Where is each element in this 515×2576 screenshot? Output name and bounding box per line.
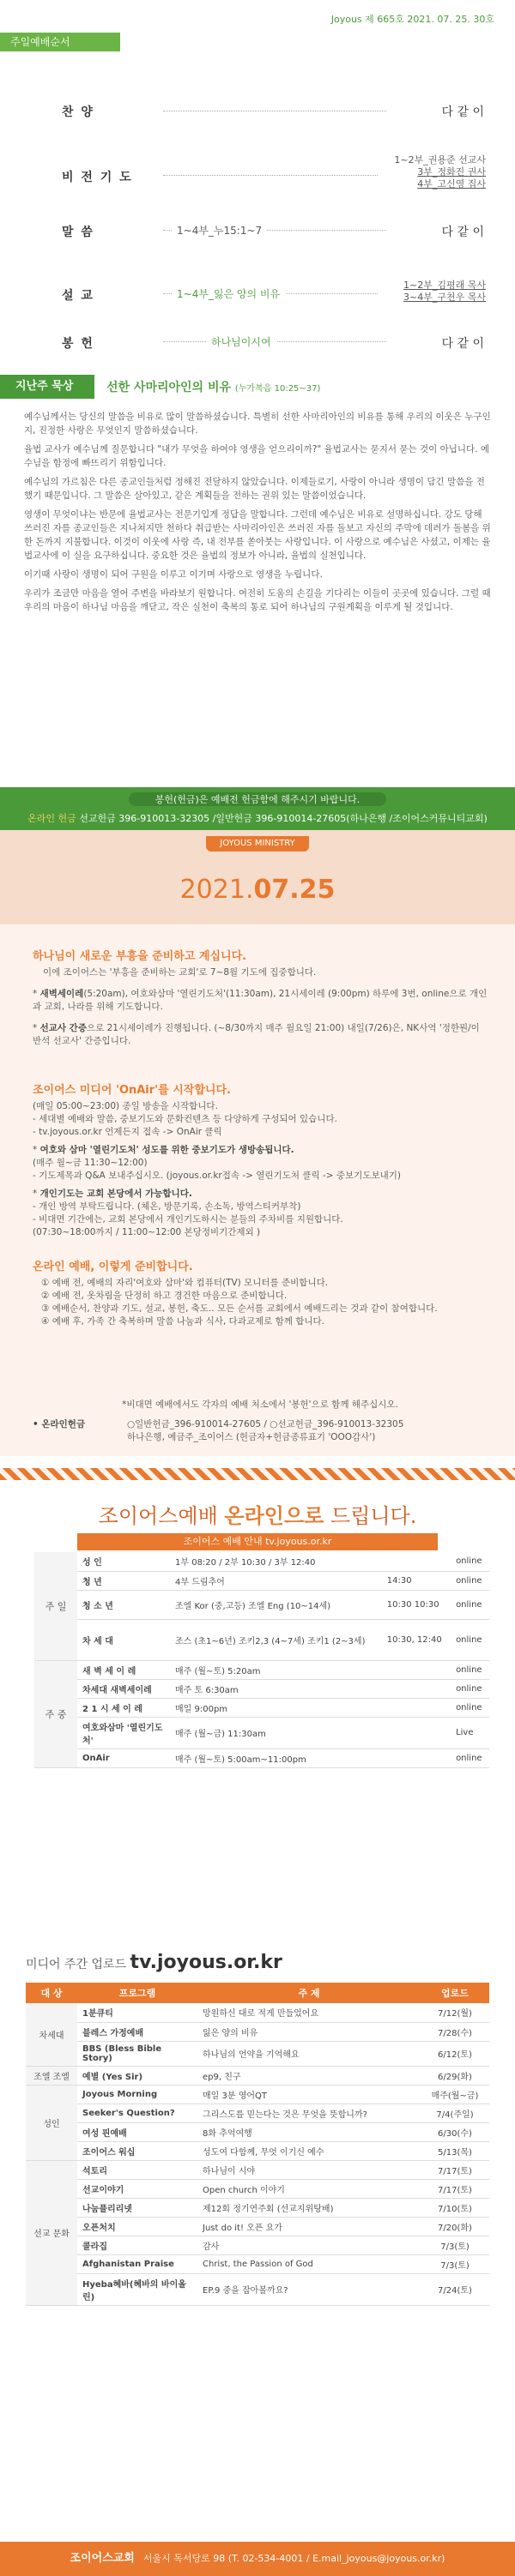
meditation-title bbox=[106, 378, 320, 395]
offering-bar bbox=[0, 787, 515, 830]
onair-sub2-line: - 비대면 기간에는, 교회 본당에서 개인기도하시는 분들의 주차비를 지원합니다. bbox=[33, 1214, 343, 1225]
church-info: 서울시 독서당로 98 (T. 02-534-4001 / E.mail_joyous@joyous.or.kr) bbox=[142, 2553, 445, 2564]
col-header: 업로드 bbox=[421, 1983, 489, 2003]
prog-cell: 1분큐티 bbox=[77, 2003, 197, 2022]
order-row-sermon bbox=[26, 274, 489, 334]
col-header: 주 제 bbox=[197, 1983, 421, 2003]
prog-cell: 선교이야기 bbox=[77, 2179, 197, 2198]
online-offering bbox=[0, 811, 515, 825]
table-row bbox=[26, 2122, 489, 2141]
issue-header: Joyous 제 665호 2021. 07. 25. 30호 bbox=[330, 14, 494, 25]
order-leader: 다 같 이 bbox=[441, 226, 484, 239]
topic-cell: Just do it! 오픈 요가 bbox=[197, 2217, 421, 2236]
table-row bbox=[26, 2066, 489, 2085]
scripture-ref: 1~4부_누15:1~7 bbox=[172, 223, 267, 238]
meditation-body bbox=[24, 410, 491, 619]
media-header-row bbox=[26, 1983, 489, 2003]
upload-cell: 6/30(수) bbox=[421, 2122, 489, 2141]
online-prep-step: ② 예배 전, 옷차림을 단정히 하고 경건한 마음으로 준비합니다. bbox=[41, 1291, 288, 1301]
title-prefix: 조이어스예배 bbox=[98, 1504, 225, 1528]
order-row-offering bbox=[26, 334, 489, 377]
onair-line: (매일 05:00~23:00) 종일 방송을 시작합니다. bbox=[33, 1101, 218, 1111]
prog-cell: 오픈처치 bbox=[77, 2217, 197, 2236]
order-label: 말 씀 bbox=[62, 226, 94, 239]
worship-order bbox=[26, 103, 489, 377]
col-header: 프로그램 bbox=[77, 1983, 197, 2003]
topic-cell: 하나님의 언약을 기억해요 bbox=[197, 2041, 421, 2066]
media-title-site: tv.joyous.or.kr bbox=[130, 1952, 282, 1973]
online-prep-step: ④ 예배 후, 가족 간 축복하며 말씀 나눔과 식사, 다과교제로 함께 합니다. bbox=[41, 1316, 325, 1327]
onair-sub: * 여호와 삼마 '열린기도처' 성도를 위한 중보기도가 생방송됩니다. bbox=[33, 1145, 294, 1155]
table-row bbox=[34, 1619, 489, 1660]
online-donate bbox=[33, 1398, 488, 1443]
meditation-paragraph: 율법 교사가 예수님께 질문합니다 "내가 무엇을 하여야 영생을 얻으리이까?" 율법교사는 묻지서 묻는 것이 아닙니다. 예수님을 함정에 빠뜨리기 위함입니다. bbox=[24, 444, 490, 468]
service-mode: online bbox=[451, 1590, 489, 1619]
footer bbox=[0, 2542, 515, 2576]
donate-label: • 온라인헌금 bbox=[33, 1419, 86, 1429]
prog-cell: 예별 (Yes Sir) bbox=[77, 2066, 197, 2085]
service-time: 매주 토 6:30am bbox=[170, 1679, 451, 1698]
revival-item-text: 으로 21시세이레가 진행됩니다. (~8/30까지 매주 월요일 21:00) 내일(7/26)은, NK사역 '정한뭔/이반석 선교사' 간증입니다. bbox=[33, 1023, 480, 1046]
service-mode: online bbox=[451, 1698, 489, 1717]
service-name: 새 벽 세 이 레 bbox=[77, 1660, 170, 1679]
table-row bbox=[34, 1552, 489, 1571]
service-time: 매주 (월~토) 5:00am~11:00pm bbox=[170, 1748, 451, 1767]
onair-sub2-title: 개인기도는 교회 본당에서 가능합니다. bbox=[39, 1189, 192, 1199]
prog-cell: 콜라집 bbox=[77, 2236, 197, 2254]
service-mode: online bbox=[451, 1660, 489, 1679]
upload-cell: 7/10(토) bbox=[421, 2198, 489, 2217]
dotted-leader bbox=[163, 175, 378, 176]
ministry-badge: JOYOUS MINISTRY bbox=[206, 836, 309, 852]
topic-cell: EP.9 중을 잡아볼까요? bbox=[197, 2273, 421, 2305]
person: 1~2부_권용준 선교사 bbox=[394, 154, 486, 166]
topic-cell: 성도여 다함께, 무엇 이기신 예수 bbox=[197, 2141, 421, 2160]
prog-cell: 석토리 bbox=[77, 2160, 197, 2179]
topic-cell: Open church 이야기 bbox=[197, 2179, 421, 2198]
order-row-praise bbox=[26, 103, 489, 154]
revival-item: * 선교사 간증으로 21시세이레가 진행됩니다. (~8/30까지 매주 월요일 21:00) 내일(7/26)은, NK사역 '정한뭔/이반석 선교사' 간증입니다. bbox=[33, 1023, 480, 1046]
prog-cell: 조이어스 워십 bbox=[77, 2141, 197, 2160]
upload-cell: 7/4(주일) bbox=[421, 2104, 489, 2122]
media-title bbox=[26, 1952, 282, 1973]
topic-cell: 제12회 정기연주회 (선교지위탕배) bbox=[197, 2198, 421, 2217]
topic-cell: 망원하신 대로 적게 만들었어요 bbox=[197, 2003, 421, 2022]
service-mode: online bbox=[451, 1552, 489, 1571]
order-label: 비 전 기 도 bbox=[62, 171, 133, 184]
upload-cell: 7/17(토) bbox=[421, 2179, 489, 2198]
online-worship-title bbox=[0, 1499, 515, 1529]
revival-item-label: 새벽세이레 bbox=[39, 989, 84, 999]
service-time: 매주 (월~금) 11:30am bbox=[170, 1717, 451, 1748]
upload-cell: 7/12(월) bbox=[421, 2003, 489, 2022]
service-extra: 10:30 10:30 bbox=[382, 1590, 451, 1619]
cat-cell: 성인 bbox=[26, 2085, 77, 2160]
upload-cell: 7/28(수) bbox=[421, 2022, 489, 2041]
revival-head: 하나님이 새로운 부흥을 준비하고 계십니다. bbox=[33, 950, 247, 963]
media-table bbox=[26, 1983, 489, 2306]
prog-cell: Afghanistan Praise bbox=[77, 2254, 197, 2273]
online-worship-table-head: 조이어스 예배 안내 tv.joyous.or.kr bbox=[77, 1533, 438, 1550]
onair-line: - 세대별 예배와 말씀, 중보기도와 문화컨텐츠 등 다양하게 구성되어 있습니다. bbox=[33, 1114, 337, 1124]
meditation-paragraph: 예수님의 가르침은 다른 종교인들처럼 정해진 전달하지 않았습니다. 이제들로기, 사랑이 아니라 생명이 담긴 말씀을 전했기 때문입니다. 그 말씀은 살아있고, 같은 계획들을 전하는 권위 있는 말씀이었습니다. bbox=[24, 477, 485, 501]
topic-cell: Christ, the Passion of God bbox=[197, 2254, 421, 2273]
service-name: 여호와삼마 '열린기도처' bbox=[77, 1717, 170, 1748]
table-row bbox=[26, 2041, 489, 2066]
onair-section bbox=[33, 1084, 488, 1239]
prog-cell: Hyeba혜바(혜바의 바이올린) bbox=[77, 2273, 197, 2305]
revival-section bbox=[33, 950, 488, 1048]
upload-cell: 7/24(토) bbox=[421, 2273, 489, 2305]
ministry-date bbox=[0, 875, 515, 905]
cat-cell: 선교 문화 bbox=[26, 2160, 77, 2305]
table-row bbox=[34, 1660, 489, 1679]
sermon-title: 1~4부_잃은 양의 비유 bbox=[172, 286, 285, 301]
church-name: 조이어스교회 bbox=[70, 2552, 135, 2565]
service-extra bbox=[382, 1552, 451, 1571]
prog-cell: BBS (Bless Bible Story) bbox=[77, 2041, 197, 2066]
service-name: 차 세 대 bbox=[77, 1619, 170, 1660]
table-row bbox=[26, 2198, 489, 2217]
upload-cell: 7/20(화) bbox=[421, 2217, 489, 2236]
service-name: 차세대 새벽세이레 bbox=[77, 1679, 170, 1698]
online-prep-head: 온라인 예배, 이렇게 준비합니다. bbox=[33, 1261, 193, 1273]
service-extra: 14:30 bbox=[382, 1571, 451, 1590]
topic-cell: ep9, 친구 bbox=[197, 2066, 421, 2085]
meditation-paragraph: 이기때 사랑이 생명이 되어 구원을 이루고 이기며 사랑으로 영생을 누립니다. bbox=[24, 569, 323, 580]
upload-cell: 7/3(토) bbox=[421, 2254, 489, 2273]
upload-cell: 매주(월~금) bbox=[421, 2085, 489, 2104]
order-label: 봉 헌 bbox=[62, 337, 94, 351]
topic-cell: 그리스도를 믿는다는 것은 무엇을 뜻합니까? bbox=[197, 2104, 421, 2122]
upload-cell: 7/3(토) bbox=[421, 2236, 489, 2254]
donate-block bbox=[33, 1417, 488, 1443]
table-row bbox=[26, 2217, 489, 2236]
revival-item: * 새벽세이레(5:20am), 여호와삼마 '열린기도처'(11:30am), 21시세이레 (9:00pm) 하루에 3번, online으로 개인과 교회, 나라를 위해 기도합니다. bbox=[33, 989, 488, 1012]
service-name: 성 인 bbox=[77, 1552, 170, 1571]
donate-label-text: 온라인헌금 bbox=[41, 1419, 86, 1429]
topic-cell: 잃은 양의 비유 bbox=[197, 2022, 421, 2041]
service-time: 조스 (초1~6년) 조키2,3 (4~7세) 조키1 (2~3세) bbox=[170, 1619, 382, 1660]
table-row bbox=[26, 2179, 489, 2198]
worship-note: *비대면 예배에서도 각자의 예배 처소에서 '봉헌'으로 함께 해주십시오. bbox=[122, 1399, 398, 1410]
table-row bbox=[26, 2085, 489, 2104]
order-leader: 다 같 이 bbox=[441, 337, 484, 351]
table-row bbox=[34, 1698, 489, 1717]
table-row bbox=[34, 1717, 489, 1748]
person: 4부_고신영 집사 bbox=[417, 178, 486, 190]
online-prep-step: ① 예배 전, 예배의 자리'여호와 삼마'와 컴퓨터(TV) 모니터를 준비합니다. bbox=[41, 1278, 329, 1288]
service-extra: 10:30, 12:40 bbox=[382, 1619, 451, 1660]
upload-cell: 5/13(목) bbox=[421, 2141, 489, 2160]
media-title-prefix: 미디어 주간 업로드 bbox=[26, 1958, 127, 1971]
col-header: 대 상 bbox=[26, 1983, 77, 2003]
topic-cell: 8화 추억여행 bbox=[197, 2122, 421, 2141]
onair-line: - tv.joyous.or.kr 언제든지 접속 -> OnAir 클릭 bbox=[33, 1127, 222, 1137]
date-monthday: 07.25 bbox=[253, 875, 336, 905]
service-name: OnAir bbox=[77, 1748, 170, 1767]
revival-item-text: (5:20am), 여호와삼마 '열린기도처'(11:30am), 21시세이레 (9:00pm) 하루에 3번, online으로 개인과 교회, 나라를 위해 기도합니다. bbox=[33, 989, 488, 1012]
table-row bbox=[26, 2104, 489, 2122]
offering-notice: 봉헌(헌금)은 예배전 헌금함에 해주시기 바랍니다. bbox=[129, 792, 386, 806]
service-time: 매일 9:00pm bbox=[170, 1698, 451, 1717]
order-leader: 다 같 이 bbox=[441, 105, 484, 119]
online-prep-step: ③ 예배순서, 찬양과 기도, 설교, 봉헌, 축도.. 모든 순서를 교회에서 예배드리는 것과 같이 참여합니다. bbox=[41, 1303, 438, 1314]
group-weekday: 주 중 bbox=[34, 1660, 77, 1767]
onair-sub-line: (매주 월~금 11:30~12:00) bbox=[33, 1158, 148, 1168]
meditation-header bbox=[0, 375, 515, 400]
order-label: 찬 양 bbox=[62, 105, 94, 119]
onair-head: 조이어스 미디어 'OnAir'를 시작합니다. bbox=[33, 1084, 231, 1097]
prog-cell: 나눔플리리넷 bbox=[77, 2198, 197, 2217]
topic-cell: 매일 3분 영어QT bbox=[197, 2085, 421, 2104]
donate-line: 하나은행, 예금주_조이어스 (헌금자+헌금종류표기 'OOO감사') bbox=[127, 1432, 376, 1442]
order-row-scripture bbox=[26, 214, 489, 274]
cat-cell: 조엘 조엘 bbox=[26, 2066, 77, 2085]
table-row bbox=[34, 1679, 489, 1698]
table-row bbox=[34, 1590, 489, 1619]
table-row bbox=[34, 1748, 489, 1767]
preachers bbox=[403, 280, 486, 304]
prog-cell: 여성 핀예배 bbox=[77, 2122, 197, 2141]
service-mode: online bbox=[451, 1748, 489, 1767]
donate-line: ○일반헌금_396-910014-27605 / ○선교헌금_396-910013-32305 bbox=[127, 1419, 404, 1429]
service-time: 조엘 Kor (중,고등) 조엘 Eng (10~14세) bbox=[170, 1590, 382, 1619]
worship-order-tag: 주일예배순서 bbox=[0, 33, 120, 51]
upload-cell: 7/17(토) bbox=[421, 2160, 489, 2179]
title-bold: 온라인으로 bbox=[224, 1504, 324, 1528]
onair-sub-title: 여호와 삼마 '열린기도처' 성도를 위한 중보기도가 생방송됩니다. bbox=[39, 1145, 294, 1155]
service-name: 2 1 시 세 이 레 bbox=[77, 1698, 170, 1717]
service-mode: online bbox=[451, 1571, 489, 1590]
revival-intro: 이에 조이어스는 '부흥을 준비하는 교회'로 7~8월 기도에 집중합니다. bbox=[43, 967, 317, 978]
onair-sub2-line: - 개인 방역 부탁드립니다. (체온, 방문기록, 손소독, 방역스티커부착) bbox=[33, 1201, 301, 1212]
meditation-paragraph: 예수님께서는 당신의 말씀을 비유로 많이 말씀하셨습니다. 특별히 선한 사마리아인의 비유를 통해 우리의 이웃은 누구인지, 진정한 사랑은 무엇인지 말씀하셨습니다. bbox=[24, 412, 491, 436]
prog-cell: 블레스 가정예배 bbox=[77, 2022, 197, 2041]
table-row bbox=[26, 2141, 489, 2160]
service-time: 1부 08:20 / 2부 10:30 / 3부 12:40 bbox=[170, 1552, 382, 1571]
online-worship-table bbox=[34, 1552, 489, 1768]
order-row-prayer bbox=[26, 154, 489, 214]
topic-cell: 하나님이 시야 bbox=[197, 2160, 421, 2179]
service-mode: online bbox=[451, 1679, 489, 1698]
table-row bbox=[26, 2160, 489, 2179]
onair-sub2-line: (07:30~18:00까지 / 11:00~12:00 본당정비기간제외 ) bbox=[33, 1227, 261, 1237]
service-time: 4부 드림추어 bbox=[170, 1571, 382, 1590]
prog-cell: Seeker's Question? bbox=[77, 2104, 197, 2122]
table-row bbox=[26, 2254, 489, 2273]
service-mode: Live bbox=[451, 1717, 489, 1748]
table-row bbox=[34, 1571, 489, 1590]
table-row bbox=[26, 2236, 489, 2254]
meditation-ref: (누가복음 10:25~37) bbox=[234, 384, 321, 394]
table-row bbox=[26, 2003, 489, 2022]
revival-item-label: 선교사 간증 bbox=[39, 1023, 87, 1033]
person: 3부_정화진 권사 bbox=[417, 166, 486, 178]
prog-cell: Joyous Morning bbox=[77, 2085, 197, 2104]
service-mode: online bbox=[451, 1619, 489, 1660]
person: 1~2부_김평래 목사 bbox=[403, 280, 486, 291]
upload-cell: 6/12(토) bbox=[421, 2041, 489, 2066]
service-time: 매주 (월~토) 5:20am bbox=[170, 1660, 451, 1679]
meditation-tag: 지난주 묵상 bbox=[0, 375, 94, 399]
onair-sub-line: - 기도제목과 Q&A 보내주십시오. (joyous.or.kr접속 -> 열린기도처 클릭 -> 중보기도보내기) bbox=[33, 1171, 401, 1181]
title-suffix: 드립니다. bbox=[324, 1504, 417, 1528]
online-offering-accounts: 선교헌금 396-910013-32305 /일반헌금 396-910014-27605(하나은행 /조이어스커뮤니티교회) bbox=[79, 813, 488, 824]
person: 3~4부_구천우 목사 bbox=[403, 292, 486, 303]
prayer-people bbox=[394, 154, 486, 190]
online-prep-section bbox=[33, 1261, 488, 1328]
donate-accounts bbox=[127, 1417, 403, 1443]
meditation-paragraph: 영생이 무엇이냐는 반문에 율법교사는 전문기입게 정답을 말합니다. 그런데 예수님은 비유로 설명하십니다. 강도 당해 쓰러진 자를 종교인들은 지나쳐지만 천하다 취급받는 사마리아인은 쓰러진 자를 돌보고 자신의 주막에 데려가 돌봄을 위한 돈까지 지불합니다. 이것이 이웃에 사랑 즉, 내 전부를 쏟아붓는 사랑입니다. 이 사랑으로 예수님은 사셨고, 이제는 율법교사에 이 실을 요구하십니다. 중요한 것은 율법의 정보가 아니라, 율법의 실천입니다. bbox=[24, 509, 491, 561]
cat-cell: 차세대 bbox=[26, 2003, 77, 2066]
divider-band bbox=[0, 1468, 515, 1480]
service-name: 청 소 년 bbox=[77, 1590, 170, 1619]
order-label: 설 교 bbox=[62, 289, 94, 303]
meditation-paragraph: 우리가 조금만 마음을 열어 주변을 바라보기 원합니다. 여전히 도움의 손길을 기다리는 이들이 곳곳에 있습니다. 그럴 때 우리의 마음이 하나님 마음을 깨닫고, 작은 실천이 축복의 통로 되어 하나님의 구원계획을 이루게 될 것입니다. bbox=[24, 588, 491, 612]
table-row bbox=[26, 2273, 489, 2305]
date-year: 2021. bbox=[179, 875, 254, 905]
service-name: 청 년 bbox=[77, 1571, 170, 1590]
upload-cell: 6/29(화) bbox=[421, 2066, 489, 2085]
table-row bbox=[26, 2022, 489, 2041]
online-offering-label: 온라인 헌금 bbox=[27, 813, 76, 824]
offering-hymn: 하나님이시여 bbox=[206, 334, 276, 349]
meditation-title-text: 선한 사마리아인의 비유 bbox=[106, 381, 231, 394]
topic-cell: 감사 bbox=[197, 2236, 421, 2254]
group-sunday: 주 일 bbox=[34, 1552, 77, 1660]
onair-sub2: * 개인기도는 교회 본당에서 가능합니다. bbox=[33, 1189, 192, 1199]
